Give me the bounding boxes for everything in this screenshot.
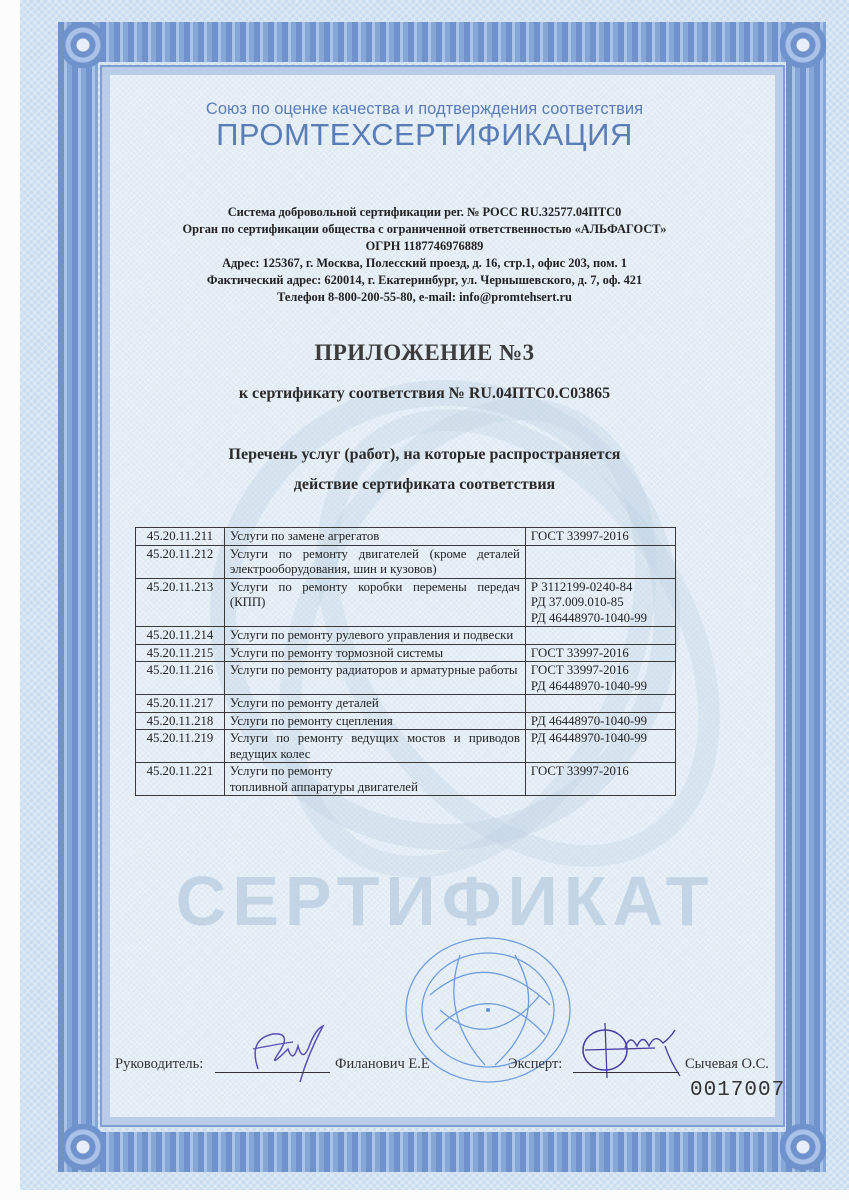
standard-reference: РД 46448970-1040-99 bbox=[530, 610, 648, 625]
service-code: 45.20.11.212 bbox=[136, 545, 225, 578]
standard-reference: РД 46448970-1040-99 bbox=[530, 678, 648, 693]
info-line: Система добровольной сертификации рег. № РОСС RU.32577.04ПТС0 bbox=[227, 205, 622, 219]
info-line: ОГРН 1187746976889 bbox=[365, 239, 484, 253]
service-row bbox=[136, 528, 676, 546]
service-standards bbox=[525, 545, 675, 578]
service-description: Услуги по ремонту топливной аппаратуры двигателей bbox=[224, 763, 525, 796]
service-description: Услуги по ремонту тормозной системы bbox=[224, 644, 525, 662]
service-description: Услуги по замене агрегатов bbox=[224, 528, 525, 546]
head-name: Филанович Е.Е bbox=[335, 1056, 430, 1072]
standard-reference: РД 46448970-1040-99 bbox=[530, 731, 648, 745]
service-row bbox=[136, 662, 676, 695]
union-name: Союз по оценке качества и подтверждения соответствия bbox=[205, 100, 644, 118]
standard-reference: РД 46448970-1040-99 bbox=[530, 713, 648, 728]
info-line: Адрес: 125367, г. Москва, Полесский проезд, д. 16, стр.1, офис 203, пом. 1 bbox=[222, 256, 627, 270]
list-title-line: Перечень услуг (работ), на которые распространяется bbox=[228, 446, 621, 463]
service-row bbox=[136, 545, 676, 578]
list-title bbox=[0, 440, 849, 500]
service-code: 45.20.11.217 bbox=[136, 695, 225, 713]
certificate-reference: к сертификату соответствия № RU.04ПТС0.С03865 bbox=[238, 385, 611, 402]
standard-reference: ГОСТ 33997-2016 bbox=[530, 529, 629, 543]
standard-reference: РД 37.009.010-85 bbox=[530, 595, 624, 609]
service-row bbox=[136, 578, 676, 627]
service-code: 45.20.11.211 bbox=[136, 528, 225, 546]
info-line: Телефон 8-800-200-55-80, e-mail: info@promtehsert.ru bbox=[277, 290, 572, 304]
appendix-title: ПРИЛОЖЕНИЕ №3 bbox=[314, 340, 535, 365]
head-signature-line bbox=[215, 1072, 330, 1073]
expert-signature-line bbox=[573, 1072, 679, 1073]
service-standards bbox=[525, 763, 675, 796]
service-row bbox=[136, 695, 676, 713]
service-code: 45.20.11.215 bbox=[136, 644, 225, 662]
service-description: Услуги по ремонту коробки перемены передач (КПП) bbox=[224, 578, 525, 627]
service-standards bbox=[525, 730, 675, 763]
service-code: 45.20.11.218 bbox=[136, 712, 225, 730]
standard-reference: ГОСТ 33997-2016 bbox=[530, 645, 629, 660]
service-standards bbox=[525, 627, 675, 645]
service-description: Услуги по ремонту радиаторов и арматурные работы bbox=[224, 662, 525, 695]
service-description: Услуги по ремонту деталей bbox=[224, 695, 525, 713]
service-standards bbox=[525, 644, 675, 662]
service-standards bbox=[525, 578, 675, 627]
service-standards bbox=[525, 662, 675, 695]
service-code: 45.20.11.214 bbox=[136, 627, 225, 645]
service-description: Услуги по ремонту двигателей (кроме деталей электрооборудования, шин и кузовов) bbox=[224, 545, 525, 578]
list-title-line: действие сертификата соответствия bbox=[293, 476, 556, 493]
issuer-info bbox=[0, 204, 849, 306]
service-code: 45.20.11.213 bbox=[136, 578, 225, 627]
service-row bbox=[136, 627, 676, 645]
service-row bbox=[136, 730, 676, 763]
service-description: Услуги по ремонту сцепления bbox=[224, 712, 525, 730]
standard-reference: ГОСТ 33997-2016 bbox=[530, 663, 629, 677]
expert-label: Эксперт: bbox=[508, 1056, 563, 1072]
service-standards bbox=[525, 695, 675, 713]
service-code: 45.20.11.221 bbox=[136, 763, 225, 796]
service-standards bbox=[525, 528, 675, 546]
service-code: 45.20.11.216 bbox=[136, 662, 225, 695]
watermark-text: СЕРТИФИКАТ bbox=[175, 862, 715, 940]
service-description: Услуги по ремонту рулевого управления и подвески bbox=[224, 627, 525, 645]
info-line: Орган по сертификации общества с ограниченной ответственностью «АЛЬФАГОСТ» bbox=[182, 222, 667, 236]
expert-name: Сычевая О.С. bbox=[685, 1056, 769, 1072]
service-standards bbox=[525, 712, 675, 730]
service-code: 45.20.11.219 bbox=[136, 730, 225, 763]
standard-reference: ГОСТ 33997-2016 bbox=[530, 764, 629, 778]
service-row bbox=[136, 644, 676, 662]
service-row bbox=[136, 763, 676, 796]
serial-number: 0017007 bbox=[690, 1079, 786, 1102]
standard-reference: Р 3112199-0240-84 bbox=[530, 579, 633, 594]
brand-name: ПРОМТЕХСЕРТИФИКАЦИЯ bbox=[216, 117, 633, 152]
info-line: Фактический адрес: 620014, г. Екатеринбург, ул. Чернышевского, д. 7, оф. 421 bbox=[206, 273, 643, 287]
head-label: Руководитель: bbox=[115, 1056, 204, 1072]
service-row bbox=[136, 712, 676, 730]
service-description: Услуги по ремонту ведущих мостов и приводов ведущих колес bbox=[224, 730, 525, 763]
signature-block bbox=[115, 1050, 785, 1078]
services-table bbox=[135, 527, 676, 796]
